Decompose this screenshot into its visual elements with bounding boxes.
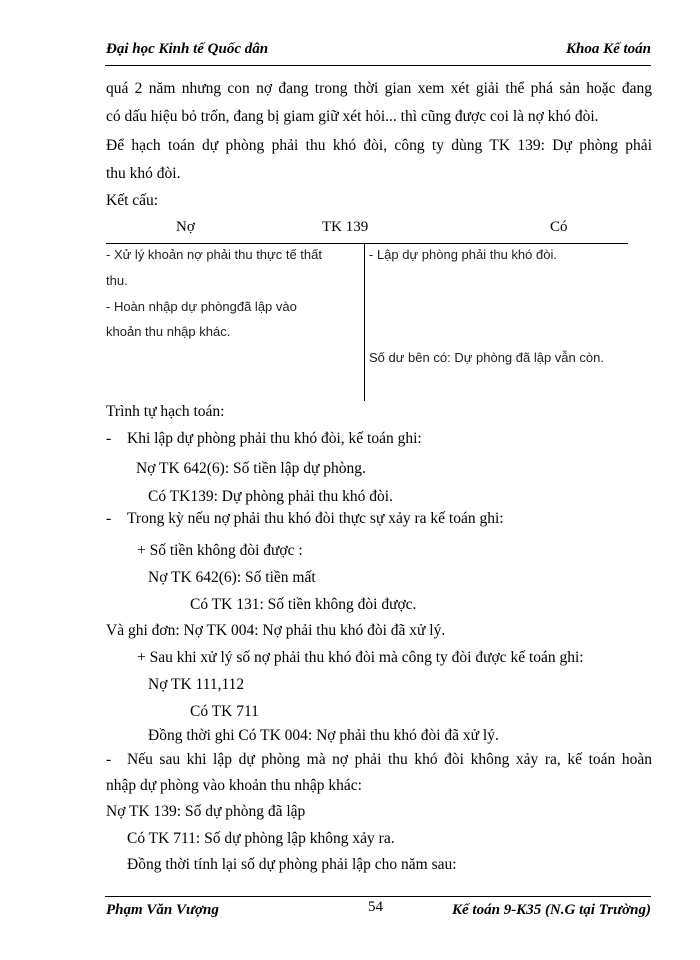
footer-author: Phạm Văn Vượng bbox=[106, 902, 219, 918]
header-rule bbox=[105, 65, 651, 66]
debit-line: - Hoàn nhập dự phòngđã lập vào bbox=[106, 299, 297, 314]
bullet-dash: - bbox=[106, 430, 112, 447]
step-text: Khi lập dự phòng phải thu khó đòi, kế toán ghi: bbox=[127, 430, 422, 447]
footer-rule bbox=[105, 896, 651, 897]
account-header: TK 139 bbox=[322, 219, 369, 235]
footer-class: Kế toán 9-K35 (N.G tại Trường) bbox=[452, 902, 651, 918]
credit-line: - Lập dự phòng phải thu khó đòi. bbox=[369, 247, 557, 262]
debit-line: thu. bbox=[106, 273, 128, 288]
entry-debit: Nợ TK 642(6): Số tiền mất bbox=[148, 569, 316, 586]
debit-line: khoản thu nhập khác. bbox=[106, 324, 231, 339]
entry-credit: Có TK 711 bbox=[190, 703, 259, 720]
entry-debit: Nợ TK 139: Số dự phòng đã lập bbox=[106, 803, 306, 820]
memo-entry: Đồng thời ghi Có TK 004: Nợ phải thu khó đòi đã xử lý. bbox=[148, 727, 499, 744]
debit-header: Nợ bbox=[176, 219, 195, 235]
credit-balance: Số dư bên có: Dự phòng đã lập vẫn còn. bbox=[369, 350, 604, 365]
entry-credit: Có TK 131: Số tiền không đòi được. bbox=[190, 596, 417, 613]
step-text: nhập dự phòng vào khoản thu nhập khác: bbox=[106, 777, 362, 794]
structure-label: Kết cấu: bbox=[106, 192, 159, 209]
credit-header: Có bbox=[550, 219, 568, 235]
entry-credit: Có TK 711: Số dự phòng lập không xảy ra. bbox=[127, 830, 395, 847]
entry-debit: Nợ TK 111,112 bbox=[148, 676, 245, 693]
procedure-title: Trình tự hạch toán: bbox=[106, 403, 225, 420]
debit-line: - Xử lý khoản nợ phải thu thực tế thất bbox=[106, 247, 322, 262]
paragraph-line: có dấu hiệu bỏ trốn, đang bị giam giữ xét hỏi... thì cũng được coi là nợ khó đòi. bbox=[106, 108, 599, 125]
t-account-vline bbox=[364, 243, 365, 401]
memo-entry: Đồng thời tính lại số dự phòng phải lập cho năm sau: bbox=[127, 856, 457, 873]
entry-credit: Có TK139: Dự phòng phải thu khó đòi. bbox=[148, 488, 393, 505]
header-right: Khoa Kế toán bbox=[565, 41, 651, 57]
header-left: Đại học Kinh tế Quốc dân bbox=[106, 41, 269, 57]
paragraph-line: thu khó đòi. bbox=[106, 165, 181, 182]
sub-step: + Số tiền không đòi được : bbox=[137, 542, 303, 559]
memo-entry: Và ghi đơn: Nợ TK 004: Nợ phải thu khó đòi đã xử lý. bbox=[106, 622, 446, 639]
step-text: Trong kỳ nếu nợ phải thu khó đòi thực sự xảy ra kế toán ghi: bbox=[127, 510, 504, 527]
paragraph-line: quá 2 năm nhưng con nợ đang trong thời gian xem xét giải thể phá sản hoặc đang bbox=[106, 80, 652, 97]
bullet-dash: - bbox=[106, 751, 112, 768]
page-number: 54 bbox=[368, 899, 383, 915]
entry-debit: Nợ TK 642(6): Số tiền lập dự phòng. bbox=[136, 460, 366, 477]
step-text: Nếu sau khi lập dự phòng mà nợ phải thu khó đòi không xảy ra, kế toán hoàn bbox=[127, 751, 652, 768]
bullet-dash: - bbox=[106, 510, 112, 527]
paragraph-line: Để hạch toán dự phòng phải thu khó đòi, công ty dùng TK 139: Dự phòng phải bbox=[106, 137, 652, 154]
t-account-hline bbox=[106, 243, 628, 244]
sub-step: + Sau khi xử lý số nợ phải thu khó đòi mà công ty đòi được kế toán ghi: bbox=[137, 649, 584, 666]
